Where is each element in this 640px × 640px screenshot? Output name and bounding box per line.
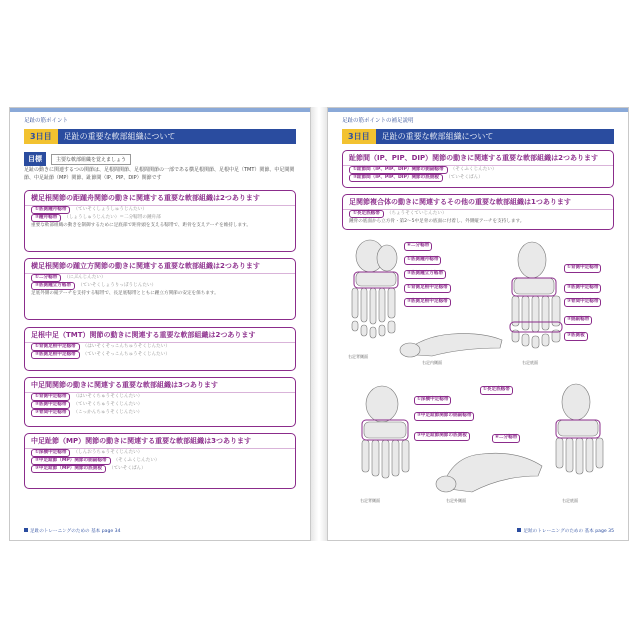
item-reading: （ていそくしょうりっぽうじんたい）	[78, 283, 157, 288]
item-reading: （しんおうちゅうそくじんたい）	[73, 450, 143, 455]
item-reading: （ていそくばん）	[446, 175, 483, 180]
foot-illustrations	[342, 236, 614, 526]
label-haisoku-sokkon: ①背側足根中足靱帯	[404, 284, 451, 293]
section-item	[25, 449, 295, 457]
section-item	[25, 343, 295, 351]
item-tag: ①深横中足靱帯	[31, 449, 70, 457]
section-note: 足底外側の縦アーチを支持する靱帯で、長足底靱帯とともに踵立方関節の安定を保ちます。	[31, 291, 219, 296]
item-reading: （こっかんちゅうそくじんたい）	[73, 410, 143, 415]
foot-lateral-view	[436, 453, 542, 492]
section-item	[25, 465, 295, 473]
section-item	[25, 206, 295, 214]
section-item	[343, 166, 613, 174]
caption-a: 右足背側面	[348, 354, 368, 359]
foot-dorsal-left	[352, 240, 397, 338]
section-item	[25, 351, 295, 359]
label-sokufuku: ②側副靱帯	[564, 316, 592, 325]
section-note: 踵骨の底面から立方骨・第2〜5中足骨の底面に付着し、外側縦アーチを支持します。	[349, 219, 525, 224]
footer-marker	[24, 528, 28, 532]
caption-b: 右足内側面	[422, 360, 442, 365]
section-item	[25, 409, 295, 417]
label-nibun: ⑥二分靱帯	[404, 242, 432, 251]
label-chosokutei: ①長足底靱帯	[480, 386, 513, 395]
page-top-rule	[328, 108, 628, 112]
footer-marker	[517, 528, 521, 532]
item-tag: ①長足底靱帯	[349, 210, 384, 218]
page-footer	[517, 528, 614, 534]
section-item	[25, 274, 295, 282]
item-reading: （そくふくじんたい）	[113, 458, 160, 463]
item-tag: ②趾節間（IP、PIP、DIP）関節の底側板	[349, 174, 443, 182]
goal-text: 主要な軟部組織を覚えましょう	[51, 154, 131, 165]
section-box	[342, 150, 614, 188]
page-top-rule	[10, 108, 310, 112]
item-tag: ②底側踵立方靱帯	[31, 282, 75, 290]
section-item	[25, 282, 295, 290]
section-title: 足根中足（TMT）関節の動きに関連する重要な軟部組織は2つあります	[25, 328, 295, 343]
item-reading: （ていそくちゅうそくじんたい）	[73, 402, 143, 407]
footer-text: 足趾のトレーニングのための 基本 page 34	[30, 529, 121, 534]
label-chusoku-sokufuku: ②中足趾節関節の側副靱帯	[414, 412, 474, 421]
section-box	[24, 377, 296, 427]
label-tei-shoshu: ①底側踵舟靱帯	[404, 256, 441, 265]
item-tag: ①趾節間（IP、PIP、DIP）関節の側副靱帯	[349, 166, 448, 174]
right-page	[327, 107, 629, 541]
day-title: 足趾の重要な軟部組織について	[381, 132, 494, 141]
item-tag: ③中足趾節（MP）関節の底側板	[31, 465, 106, 473]
day-badge: 3日目	[342, 129, 376, 144]
section-item	[25, 457, 295, 465]
item-tag: ②中足趾節（MP）関節の側副靱帯	[31, 457, 111, 465]
item-reading: （はいそくそっこんちゅうそくじんたい）	[82, 344, 170, 349]
item-reading: （ていそくばん）	[108, 466, 146, 471]
foot-dorsal-bottom	[362, 386, 409, 478]
day-title: 足趾の重要な軟部組織について	[63, 132, 176, 141]
section-box	[24, 190, 296, 252]
label-tei-shoritsu: ②底側踵立方靱帯	[404, 270, 446, 279]
section-title: 中足間関節の動きに関連する重要な軟部組織は3つあります	[25, 378, 295, 393]
goal-row	[24, 152, 131, 166]
label-teisoku-sokkon: ②底側足根中足靱帯	[404, 298, 451, 307]
caption-c: 右足底面	[522, 360, 538, 365]
section-box	[24, 433, 296, 489]
foot-plantar-bottom	[556, 384, 603, 474]
running-head: 足趾の筋ポイントの補足説明	[342, 118, 414, 124]
item-tag: ②底側中足靱帯	[31, 401, 70, 409]
section-box	[24, 258, 296, 320]
running-head: 足趾の筋ポイント	[24, 118, 69, 124]
item-reading: （ちょうそくていじんたい）	[386, 211, 447, 216]
day-header	[342, 129, 614, 144]
item-reading: （はいそくちゅうそくじんたい）	[73, 394, 143, 399]
caption-f: 右足底面	[562, 498, 578, 503]
item-tag: ①底側踵舟靱帯	[31, 206, 70, 214]
section-item	[25, 401, 295, 409]
caption-e: 右足外側面	[446, 498, 466, 503]
section-title: 足関節複合体の動きに関連するその他の重要な軟部組織は1つあります	[343, 195, 613, 210]
item-tag: ①二分靱帯	[31, 274, 61, 282]
goal-label: 目標	[24, 152, 46, 166]
left-page	[9, 107, 311, 541]
section-item	[25, 393, 295, 401]
label-chusoku-teisokuban: ③中足趾節関節の底側板	[414, 432, 470, 441]
book-spine	[311, 107, 327, 541]
day-header	[24, 129, 296, 144]
section-title: 横足根関節の距踵舟関節の動きに関連する重要な軟部組織は2つあります	[25, 191, 295, 206]
label-nibun-2: ⑥二分靱帯	[492, 434, 520, 443]
item-reading: （ていそくそっこんちゅうそくじんたい）	[82, 352, 170, 357]
item-reading: （しょうしゅうじんたい）＝二分靱帯の踵舟部	[64, 215, 161, 220]
label-teisoku-chu: ②底側中足靱帯	[564, 284, 601, 293]
section-box	[24, 327, 296, 371]
item-tag: ①背側足根中足靱帯	[31, 343, 80, 351]
page-footer	[24, 528, 121, 534]
item-reading: （そくふくじんたい）	[450, 167, 497, 172]
label-teisokuban: ③底側板	[564, 332, 588, 341]
item-reading: （にぶんじんたい）	[64, 275, 106, 280]
foot-skeleton-figure	[342, 236, 614, 526]
section-title: 趾節間（IP、PIP、DIP）関節の動きに関連する重要な軟部組織は2つあります	[343, 151, 613, 166]
section-title: 横足根関節の踵立方関節の動きに関連する重要な軟部組織は2つあります	[25, 259, 295, 274]
day-badge: 3日目	[24, 129, 58, 144]
section-box	[342, 194, 614, 230]
foot-medial-view	[400, 334, 502, 357]
section-note: 重要な軟部組織の動きを制御するために足底部で距骨頭を支える靱帯で、距骨を支えアーチを維持します。	[31, 223, 251, 228]
section-title: 中足趾節（MP）関節の動きに関連する重要な軟部組織は3つあります	[25, 434, 295, 449]
label-haisoku-chu: ①背側中足靱帯	[564, 264, 601, 273]
section-item	[25, 214, 295, 222]
label-shinou: ①深横中足靱帯	[414, 396, 451, 405]
label-kokkan: ③骨間中足靱帯	[564, 298, 601, 307]
section-item	[343, 210, 613, 218]
item-tag: ②踵舟靱帯	[31, 214, 61, 222]
item-tag: ②底側足根中足靱帯	[31, 351, 80, 359]
item-reading: （ていそくしょうしゅうじんたい）	[73, 207, 147, 212]
section-item	[343, 174, 613, 182]
caption-d: 右足背側面	[360, 498, 380, 503]
item-tag: ③骨間中足靱帯	[31, 409, 70, 417]
item-tag: ①背側中足靱帯	[31, 393, 70, 401]
footer-text: 足趾のトレーニングのための 基本 page 35	[523, 529, 614, 534]
intro-text: 足趾の動きに関連するつの関節は、足根間関節、足根間関節の一部である横足根関節、足根中足（TMT）関節、中足間関節、中足趾節（MP）関節、趾節間（IP、PIP、DIP）関節です	[24, 167, 295, 181]
